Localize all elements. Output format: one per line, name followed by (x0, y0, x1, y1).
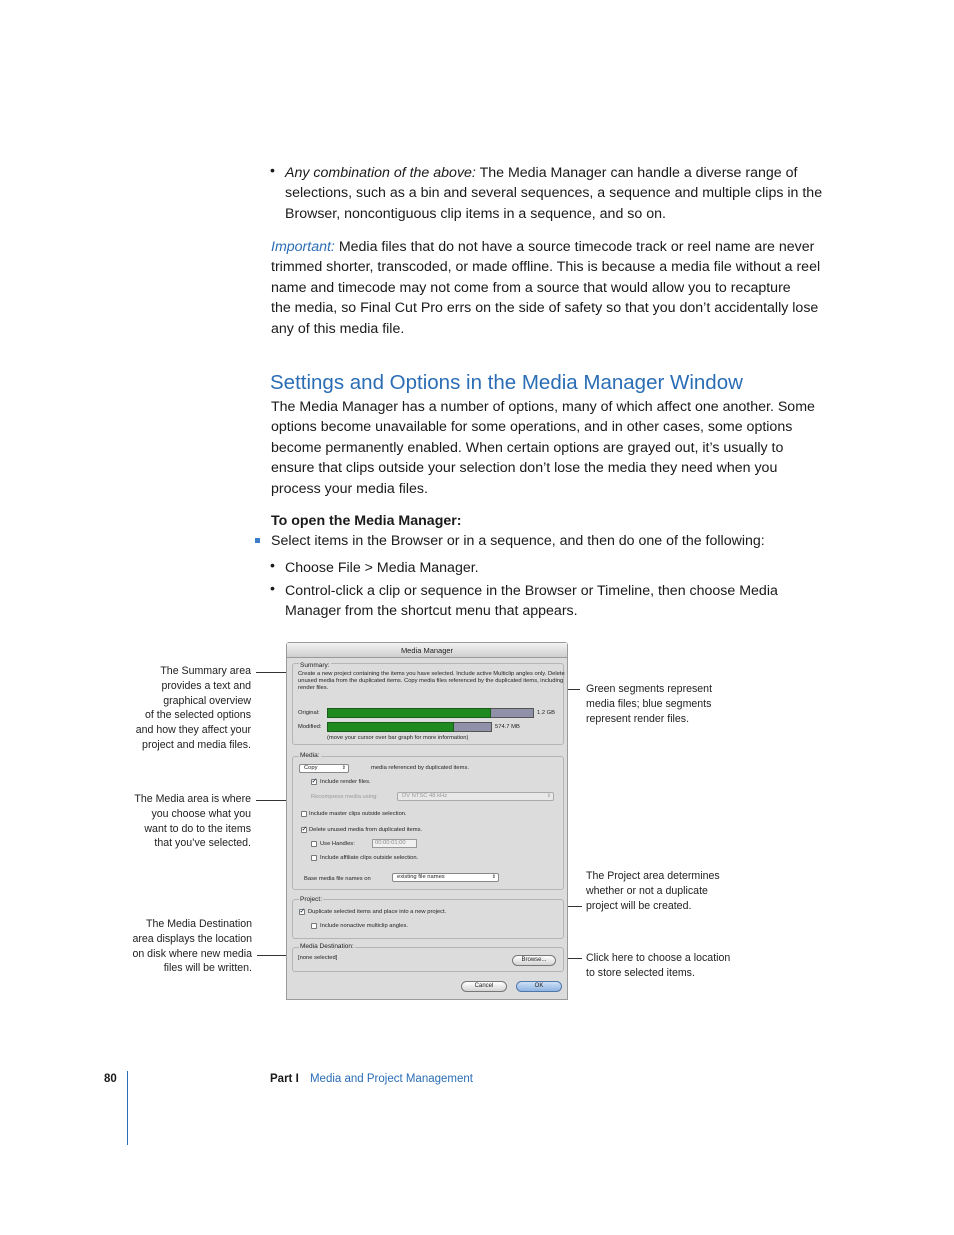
callout-line: project and media files. (142, 738, 251, 751)
bullet-term: Any combination of the above: (285, 165, 476, 181)
include-render-checkbox[interactable] (311, 779, 317, 785)
include-nonactive-checkbox[interactable] (311, 923, 317, 929)
important-line: name and timecode may not come from a source that would allow you to recapture (271, 279, 791, 296)
modified-size: 574.7 MB (495, 724, 520, 730)
popup-value: DV NTSC 48 kHz (402, 793, 448, 799)
base-names-label: Base media file names on (304, 876, 371, 882)
callout-summary (100, 664, 251, 753)
callout-line: provides a text and (161, 679, 251, 692)
section-heading: Settings and Options in the Media Manager Window (270, 371, 743, 394)
important-line: Media files that do not have a source timecode track or reel name are never (338, 239, 815, 255)
base-names-popup[interactable] (392, 873, 499, 882)
destination-value: [none selected] (298, 955, 338, 961)
section-line: process your media files. (271, 480, 428, 497)
callout-line: Click here to choose a location (586, 952, 731, 964)
popup-arrow-icon: ⇕ (491, 874, 496, 880)
include-master-checkbox[interactable] (301, 811, 307, 817)
footer-part (270, 1073, 473, 1085)
important-line: the media, so Final Cut Pro errs on the side of safety so that you don’t accidentally lose (271, 300, 819, 317)
original-bar[interactable] (327, 708, 534, 718)
modified-bar[interactable] (327, 722, 492, 732)
browse-button[interactable]: Browse... (512, 955, 556, 966)
callout-line: whether or not a duplicate (586, 884, 708, 897)
procedure-heading: To open the Media Manager: (271, 513, 462, 529)
footer-rule (127, 1071, 128, 1145)
important-label: Important: (271, 239, 335, 255)
callout-line: files will be written. (163, 962, 252, 975)
bullet-line: Browser, noncontiguous clip items in a sequence, and so on. (285, 205, 666, 222)
bullet-dot: • (270, 558, 275, 574)
use-handles-checkbox[interactable] (311, 841, 317, 847)
square-bullet-icon (255, 538, 260, 543)
project-label: Project: (300, 896, 323, 903)
bullet-combination (285, 163, 845, 224)
callout-line: graphical overview (163, 694, 251, 707)
original-label: Original: (298, 710, 320, 716)
part-label: Part I (270, 1073, 299, 1085)
delete-unused-label: Delete unused media from duplicated items. (309, 827, 423, 833)
sub-bullet (285, 581, 825, 622)
summary-text: render files. (298, 685, 329, 691)
callout-segments (586, 682, 736, 726)
bullet-dot: • (270, 581, 275, 597)
callout-line: you choose what you (151, 807, 251, 820)
section-line: become permanently enabled. When certain options are grayed out, it’s usually to (271, 439, 784, 456)
callout-line: want to do to the items (144, 822, 251, 835)
duplicate-selected-label: Duplicate selected items and place into a new project. (308, 909, 447, 915)
sub-bullet: Choose File > Media Manager. (285, 560, 479, 576)
popup-value: Copy (304, 765, 318, 771)
procedure-step: Select items in the Browser or in a sequence, and then do one of the following: (271, 533, 765, 549)
bullet-dot: • (270, 163, 275, 179)
callout-project (586, 869, 746, 913)
callout-line: The Project area determines (586, 870, 720, 882)
callout-line: The Media area is where (134, 793, 251, 805)
include-affiliate-label: Include affiliate clips outside selection. (320, 855, 419, 861)
original-size: 1.2 GB (537, 710, 556, 716)
original-media-segment (327, 708, 491, 718)
callout-line: area displays the location (132, 932, 252, 945)
media-group (292, 756, 564, 890)
important-line: trimmed shorter, transcoded, or made offline. This is because a media file without a reel (271, 259, 821, 276)
include-nonactive-label: Include nonactive multiclip angles. (320, 923, 408, 929)
callout-line: The Summary area (160, 665, 251, 677)
popup-arrow-icon: ⇕ (341, 765, 346, 771)
include-render-label: Include render files. (320, 779, 371, 785)
bullet-text: The Media Manager can handle a diverse range of (479, 165, 798, 181)
media-manager-dialog (286, 642, 568, 1000)
callout-line: media files; blue segments (586, 697, 712, 710)
popup-value: existing file names (397, 874, 445, 880)
sub-bullet-line: Manager from the shortcut menu that appears. (285, 603, 578, 620)
section-line: options become unavailable for some operations, and in other cases, some options (271, 419, 793, 436)
important-note (271, 237, 841, 339)
summary-text: Create a new project containing the items you have selected. Include active Multiclip angles only. Delete (298, 671, 565, 677)
callout-line: to store selected items. (586, 966, 695, 979)
callout-line: Green segments represent (586, 683, 713, 695)
section-body (271, 397, 841, 499)
handles-field[interactable]: 00:00:01;00 (372, 839, 417, 848)
callout-media (100, 792, 251, 851)
modified-media-segment (327, 722, 454, 732)
callout-destination (100, 917, 252, 976)
summary-text: unused media from the duplicated items. Copy media files referenced by the duplicated items, including (298, 678, 564, 684)
callout-line: project will be created. (586, 899, 692, 912)
important-line: any of this media file. (271, 320, 405, 337)
callout-line: and how they affect your (135, 724, 251, 737)
bar-hint: (move your cursor over bar graph for more information) (327, 735, 469, 741)
callout-line: The Media Destination (146, 918, 252, 930)
cancel-button[interactable]: Cancel (461, 981, 507, 992)
section-line: ensure that clips outside your selection don’t lose the media they need when you (271, 460, 778, 477)
recompress-label: Recompress media using: (311, 794, 379, 800)
duplicate-selected-checkbox[interactable] (299, 909, 305, 915)
callout-line: represent render files. (586, 712, 690, 725)
callout-line: that you’ve selected. (154, 837, 251, 850)
project-group (292, 899, 564, 939)
popup-arrow-icon: ⇕ (546, 793, 551, 799)
sub-bullet-line: Control-click a clip or sequence in the Browser or Timeline, then choose Media (285, 583, 778, 599)
destination-label: Media Destination: (300, 943, 354, 950)
ok-button[interactable]: OK (516, 981, 562, 992)
media-operation-popup[interactable] (299, 764, 349, 773)
section-line: The Media Manager has a number of options, many of which affect one another. Some (271, 399, 815, 415)
include-master-label: Include master clips outside selection. (309, 811, 407, 817)
copy-suffix: media referenced by duplicated items. (371, 765, 469, 771)
callout-browse (586, 951, 746, 981)
use-handles-label: Use Handles: (320, 841, 355, 847)
delete-unused-checkbox[interactable] (301, 827, 307, 833)
dialog-title: Media Manager (287, 643, 567, 658)
callout-line: on disk where new media (132, 947, 252, 960)
modified-label: Modified: (298, 724, 322, 730)
recompress-popup[interactable] (397, 792, 554, 801)
summary-label: Summary: (300, 662, 330, 669)
include-affiliate-checkbox[interactable] (311, 855, 317, 861)
bullet-line: selections, such as a bin and several sequences, a sequence and multiple clips in the (285, 185, 823, 202)
callout-line: of the selected options (144, 709, 251, 722)
part-title: Media and Project Management (309, 1073, 473, 1085)
page-number: 80 (104, 1073, 117, 1085)
media-label: Media: (300, 752, 320, 759)
